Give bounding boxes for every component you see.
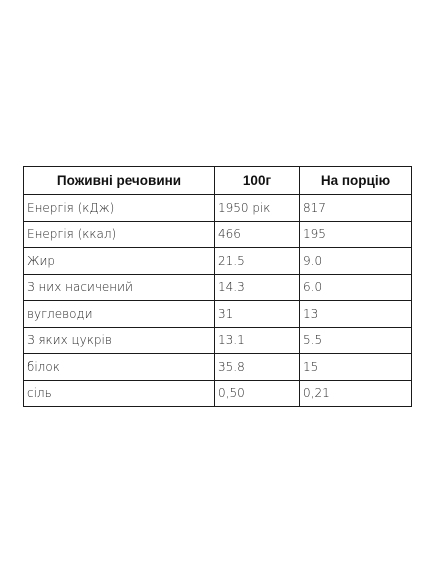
table-row (24, 221, 412, 248)
per-serving-value: 13 (300, 301, 412, 328)
table-row (24, 354, 412, 381)
per-100g-value: 1950 рік (215, 195, 300, 222)
per-serving-value: 817 (300, 195, 412, 222)
table-header-row (24, 167, 412, 195)
nutrient-name: Енергія (ккал) (24, 221, 215, 248)
per-100g-value: 0,50 (215, 380, 300, 407)
per-serving-value: 15 (300, 354, 412, 381)
per-100g-value: 466 (215, 221, 300, 248)
per-serving-value: 5.5 (300, 327, 412, 354)
nutrient-name: вуглеводи (24, 301, 215, 328)
table-row (24, 301, 412, 328)
header-per-serving: На порцію (300, 167, 412, 195)
nutrient-name: З яких цукрів (24, 327, 215, 354)
per-100g-value: 21.5 (215, 248, 300, 275)
table-row (24, 327, 412, 354)
nutrient-name: білок (24, 354, 215, 381)
nutrient-name: сіль (24, 380, 215, 407)
header-nutrients: Поживні речовини (24, 167, 215, 195)
per-100g-value: 14.3 (215, 274, 300, 301)
table-row (24, 380, 412, 407)
per-serving-value: 9.0 (300, 248, 412, 275)
nutrient-name: Жир (24, 248, 215, 275)
table-row (24, 274, 412, 301)
nutrient-name: Енергія (кДж) (24, 195, 215, 222)
per-100g-value: 31 (215, 301, 300, 328)
per-serving-value: 195 (300, 221, 412, 248)
nutrition-table (23, 166, 412, 407)
nutrient-name: З них насичений (24, 274, 215, 301)
table-row (24, 248, 412, 275)
table-row (24, 195, 412, 222)
per-100g-value: 35.8 (215, 354, 300, 381)
per-serving-value: 0,21 (300, 380, 412, 407)
header-per-100g: 100г (215, 167, 300, 195)
per-100g-value: 13.1 (215, 327, 300, 354)
per-serving-value: 6.0 (300, 274, 412, 301)
